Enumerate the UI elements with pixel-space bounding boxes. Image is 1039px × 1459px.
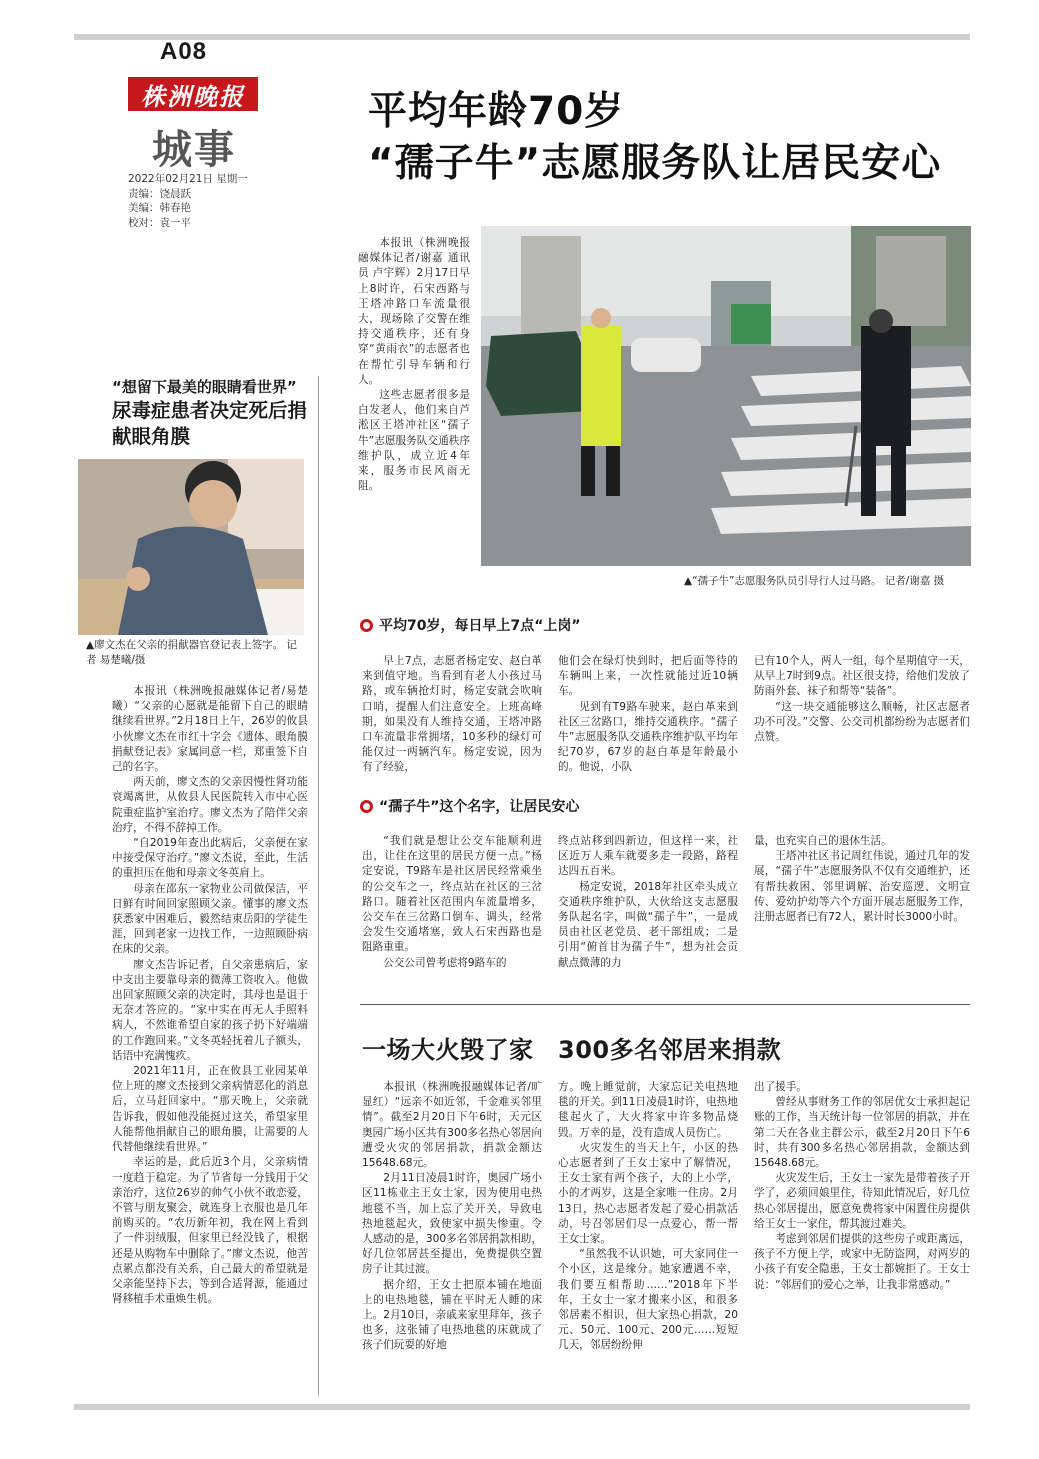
side-story-body: [112, 684, 308, 1396]
meta-date: 2022年02月21日 星期一: [128, 173, 248, 185]
story-divider: [360, 1004, 970, 1005]
paragraph: “这一块交通能够这么顺畅，社区志愿者功不可没。”交警、公交司机都纷纷为志愿者们点赞。: [754, 700, 970, 744]
subhead-1-text: 平均70岁，每日早上7点“上岗”: [379, 618, 581, 634]
paragraph: “自2019年查出此病后，父亲便在家中接受保守治疗。”廖文杰说，至此，生活的重担压在他和母亲文冬英肩上。: [112, 837, 308, 880]
section1-col1: [362, 654, 542, 784]
traffic-scene-image: [481, 226, 971, 566]
paragraph: 2021年11月，正在攸县工业园某单位上班的廖文杰接到父亲病情恶化的消息后，立马赶回家中。“那天晚上，父亲就告诉我，假如他没能挺过这关，希望家里人能帮他捐献自己的眼角膜，让需要的人代替他继续看世界。”: [112, 1065, 308, 1154]
meta-proofreader: 校对：袁一平: [128, 216, 191, 229]
paragraph: 方。晚上睡觉前，大家忘记关电热地毯的开关。到11日凌晨1时许，电热地毯起火了，大火将家中许多物品烧毁。万幸的是，没有造成人员伤亡。: [558, 1081, 738, 1139]
side-photo: [78, 459, 304, 635]
main-headline: [368, 86, 941, 190]
paragraph: 本报讯（株洲晚报融媒体记者/易楚曦）“父亲的心愿就是能留下自己的眼睛继续看世界。”2月18日上午，26岁的攸县小伙廖文杰在市红十字会《遗体、眼角膜捐献登记表》家属同意一栏，郑重签下自己的名字。: [112, 685, 308, 774]
subhead-2-text: “孺子牛”这个名字，让居民安心: [379, 799, 580, 815]
paragraph: 他们会在绿灯快到时，把后面等待的车辆叫上来，一次性就能过近10辆车。: [558, 655, 738, 698]
section2-col1: [362, 834, 542, 984]
subhead-2: [360, 796, 579, 816]
main-lead: [358, 236, 470, 546]
paragraph: 2月11日凌晨1时许，奥园广场小区11栋业主王女士家，因为使用电热地毯不当，加上忘了关开关，导致电热地毯起火，致使家中损失惨重。令人感动的是，300多名邻居捐款相助，好几位邻居甚至提出，免费提供空置房子让其过渡。: [362, 1172, 542, 1276]
paragraph: “虽然我不认识她，可大家同住一个小区，这是缘分。她家遭遇不幸，我们要互相帮助……”2018年下半年，王女士一家才搬来小区，和很多邻居素不相识，但大家热心捐款，20元、50元、100元、200元……短短几天，邻居纷纷伸: [558, 1248, 738, 1352]
paragraph: 两天前，廖文杰的父亲因慢性肾功能衰竭离世，从攸县人民医院转入市中心医院重症监护室治疗。廖文杰为了陪伴父亲治疗，不得不辞掉工作。: [112, 776, 308, 834]
paragraph: 据介绍，王女士把原本铺在地面上的电热地毯，铺在平时无人睡的床上。2月10日，亲戚来家里拜年，孩子也多，这张铺了电热地毯的床就成了孩子们玩耍的好地: [362, 1278, 542, 1352]
side-story-kicker: “想留下最美的眼睛看世界”: [112, 378, 297, 396]
page-meta: [128, 172, 248, 230]
signing-scene-image: [78, 459, 304, 635]
top-rule: [74, 34, 970, 40]
column-divider: [318, 376, 319, 1396]
paragraph: 量，也充实自己的退休生活。: [754, 835, 892, 847]
paragraph: 终点站移到四新边，但这样一来，社区近万人乘车就要多走一段路，路程达四五百米。: [558, 835, 738, 878]
masthead-logo: 株洲晚报: [128, 77, 258, 111]
paragraph: 见到有T9路车驶来，赵白革来到社区三岔路口，维持交通秩序。“孺子牛”志愿服务队交通秩序维护队平均年纪70岁，67岁的赵白革是年龄最小的。他说，小队: [558, 700, 738, 774]
paragraph: 王塔冲社区书记周红伟说，通过几年的发展，“孺子牛”志愿服务队不仅有交通维护，还有帮扶救困、邻里调解、治安巡逻、文明宣传、爱幼护幼等六个方面开展志愿服务工作，注册志愿者已有72人，累计时长3000小时。: [754, 850, 970, 924]
section2-col3: [754, 834, 970, 984]
fire-story-headline: 一场大火毁了家 300多名邻居来捐款: [362, 1036, 782, 1064]
paragraph: 这些志愿者很多是白发老人，他们来自芦淞区王塔冲社区“孺子牛”志愿服务队交通秩序维护队，成立近4年来，服务市民风雨无阻。: [358, 389, 470, 493]
paragraph: 出了援手。: [754, 1081, 807, 1093]
paragraph: 早上7点，志愿者杨定安、赵白革来到值守地。当看到有老人小孩过马路，或车辆抢灯时，杨定安就会吹响口哨，提醒人们注意安全。上班高峰期，如果没有人维持交通，王塔冲路口车流量非常拥堵，10多秒的绿灯可能仅过一两辆汽车。杨定安说，因为有了经验，: [362, 655, 542, 774]
paragraph: 廖文杰告诉记者，自父亲患病后，家中支出主要靠母亲的微薄工资收入。他做出回家照顾父亲的决定时，其母也是诅于无奈才答应的。“家中实在再无人手照料病人，不然谁希望自家的孩子扔下好端端的工作跑回来。”文冬英轻抚着儿子额头，话语中充满愧疚。: [112, 958, 308, 1062]
fire-story-col1: [362, 1080, 542, 1398]
section1-col2: [558, 654, 738, 784]
bullet-circle-icon: [360, 800, 373, 813]
paragraph: 幸运的是，此后近3个月，父亲病情一度趋于稳定。为了节省每一分钱用于父亲治疗，这位26岁的帅气小伙不敢恋爱，不管与朋友聚会，就连身上衣服也是几年前购买的。“农历新年初，我在网上看到了一件羽绒服，但家里已经没钱了，根据还是从购物车中删除了。”廖文杰说，他苦点累点都没有关系，自己最大的希望就是父亲能坚持下去，等到合适肾源，能通过肾移植手术重焕生机。: [112, 1156, 308, 1306]
side-photo-caption: ▲廖文杰在父亲的捐献器官登记表上签字。 记者 易楚曦/摄: [86, 639, 297, 666]
paragraph: 本报讯（株洲晚报融媒体记者/旷显红）“远亲不如近邻，千金难买邻里情”。截至2月20日下午6时，天元区奥园广场小区共有300多名热心邻居向遭受火灾的邻居捐款，捐款金额达15648.68元。: [362, 1081, 542, 1170]
main-headline-line2: “孺子牛”志愿服务队让居民安心: [368, 141, 942, 186]
paragraph: 母亲在邵东一家物业公司做保洁，平日鲜有时间回家照顾父亲。懂事的廖文杰获悉家中困难后，毅然结束岳阳的学徒生涯，回到老家一边找工作，一边照顾卧病在床的父亲。: [112, 882, 308, 956]
paragraph: 杨定安说，2018年社区牵头成立交通秩序维护队，大伙给这支志愿服务队起名字，叫做“孺子牛”，一是成员由社区老党员、老干部组成；二是引用“俯首甘为孺子牛”，想为社会贡献点微薄的力: [558, 880, 738, 969]
meta-designer: 美编：韩春艳: [128, 202, 191, 214]
section1-col3: [754, 654, 970, 784]
paragraph: “我们就是想让公交车能顺利进出，让住在这里的居民方便一点。”杨定安说，T9路车是社区居民经常乘坐的公交车之一，终点站在社区的三岔路口。随着社区范围内车流量增多，公交车在三岔路口倒车、调头，经常会发生交通堵塞，致人石宋西路也是阻路重重。: [362, 835, 542, 954]
page-number: A08: [160, 38, 208, 65]
meta-editor: 责编：饶晨跃: [128, 187, 191, 200]
paragraph: 已有10个人，两人一组，每个星期值守一天，从早上7时到9点。社区很支持，给他们发放了防雨外套、袜子和帮等“装备”。: [754, 655, 970, 698]
bottom-rule: [74, 1404, 970, 1410]
paragraph: 曾经从事财务工作的邻居优女士承担起记账的工作，当天统计每一位邻居的捐款，并在第二天在各业主群公示，截至2月20日下午6时，共有300多名热心邻居捐款，金额达到15648.68元。: [754, 1096, 970, 1170]
paragraph: 火灾发生的当天上午，小区的热心志愿者到了王女士家中了解情况，王女士家有两个孩子，大的上小学，小的才两岁，这是全家唯一住房。2月13日，热心志愿者发起了爱心捐款活动，号召邻居们尽一点爱心，帮一帮王女士家。: [558, 1141, 738, 1246]
side-story-headline: 尿毒症患者决定死后捐献眼角膜: [112, 399, 308, 448]
main-headline-line1: 平均年龄70岁: [368, 89, 625, 134]
main-photo-caption: ▲“孺子牛”志愿服务队员引导行人过马路。 记者/谢嘉 摄: [684, 575, 945, 587]
section-title: 城事: [152, 126, 236, 173]
main-photo: [481, 226, 971, 566]
subhead-1: [360, 615, 581, 635]
bullet-circle-icon: [360, 619, 373, 632]
fire-story-col3: [754, 1080, 970, 1398]
paragraph: 本报讯（株洲晚报融媒体记者/谢嘉 通讯员 卢宇辉）2月17日早上8时许，石宋西路与王塔冲路口车流量很大，现场除了交警在维持交通秩序，还有身穿“黄雨衣”的志愿者也在帮忙引导车辆和行人。: [358, 237, 470, 386]
paragraph: 公交公司曾考虑将9路车的: [383, 956, 507, 969]
section2-col2: [558, 834, 738, 984]
fire-story-col2: [558, 1080, 738, 1398]
paragraph: 考虑到邻居们提供的这些房子或距离远，孩子不方便上学，或家中无防盗网，对两岁的小孩子有安全隐患，王女士都婉拒了。王女士说：“邻居们的爱心之举，让我非常感动。”: [754, 1233, 970, 1291]
paragraph: 火灾发生后，王女士一家先是带着孩子开学了，必须回娘里住，待知此情况后，好几位热心邻居提出，愿意免费将家中闲置住房提供给王女士一家住，帮其渡过难关。: [754, 1172, 970, 1230]
